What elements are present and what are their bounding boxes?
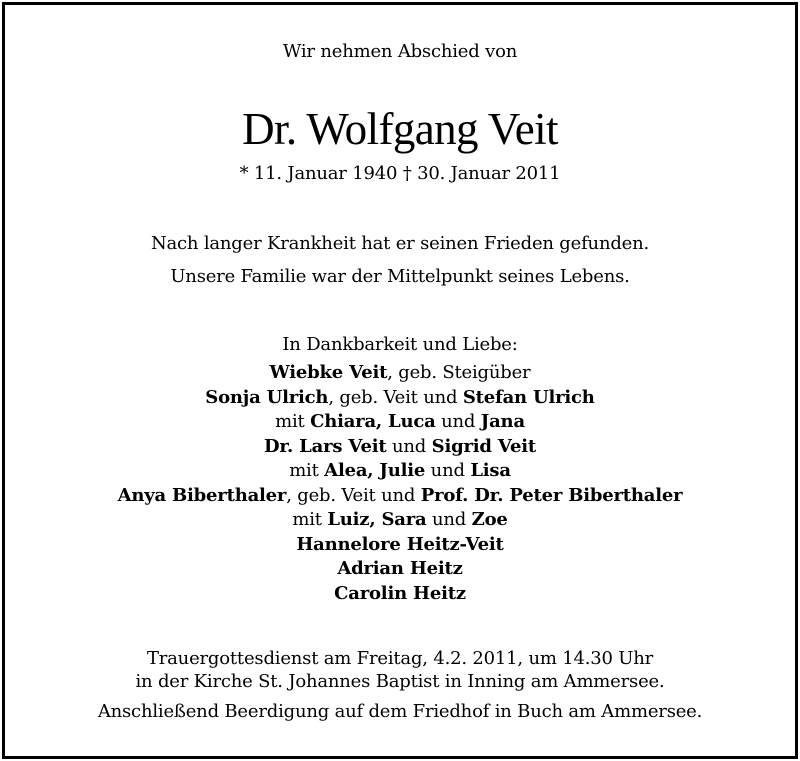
- mourner-line: [5, 386, 795, 411]
- service-line-3: Anschließend Beerdigung auf dem Friedhof in Buch am Ammersee.: [97, 701, 703, 722]
- mourner-name: Alea, Julie: [324, 460, 426, 481]
- mourner-line: [5, 533, 795, 558]
- mourner-name: Dr. Lars Veit: [264, 435, 387, 457]
- mourner-name: Jana: [480, 411, 525, 432]
- mourner-connector: und: [425, 460, 471, 481]
- deceased-name: Dr. Wolfgang Veit: [242, 104, 558, 154]
- mourners-list: [5, 361, 795, 606]
- mourner-connector: mit: [275, 411, 311, 432]
- service-line-1: Trauergottesdienst am Freitag, 4.2. 2011, um 14.30 Uhr: [146, 648, 654, 669]
- mourner-line: [5, 410, 795, 435]
- mourner-connector: mit: [289, 460, 325, 481]
- mourner-connector: und: [386, 435, 432, 457]
- mourner-name: Prof. Dr. Peter Biberthaler: [420, 484, 683, 506]
- mourner-name: Anya Biberthaler: [117, 484, 287, 506]
- mourner-name: Lisa: [470, 460, 511, 481]
- mourner-name: Chiara, Luca: [310, 411, 436, 432]
- mourner-name: Luiz, Sara: [327, 509, 427, 530]
- mourner-name: Zoe: [471, 509, 508, 530]
- mourner-name: Wiebke Veit: [269, 362, 388, 383]
- life-dates: * 11. Januar 1940 † 30. Januar 2011: [239, 163, 561, 184]
- mourner-connector: mit: [292, 509, 328, 530]
- message-line-1: Nach langer Krankheit hat er seinen Frieden gefunden.: [150, 233, 650, 254]
- mourner-line: [5, 459, 795, 484]
- mourner-line: [5, 508, 795, 533]
- mourner-connector: , geb. Veit und: [286, 484, 421, 506]
- mourner-name: Adrian Heitz: [337, 558, 463, 579]
- service-line-2: in der Kirche St. Johannes Baptist in Inning am Ammersee.: [135, 671, 665, 692]
- mourner-line: [5, 557, 795, 582]
- mourner-line: [5, 582, 795, 607]
- mourner-name: Sigrid Veit: [431, 435, 536, 457]
- mourner-connector: , geb. Veit und: [328, 386, 463, 408]
- mourner-name: Hannelore Heitz-Veit: [296, 533, 504, 555]
- mourner-name: Stefan Ulrich: [462, 386, 595, 408]
- mourner-connector: und: [435, 411, 481, 432]
- mourner-name: Sonja Ulrich: [205, 386, 329, 408]
- intro-text: Wir nehmen Abschied von: [282, 41, 518, 62]
- obituary-notice: [2, 2, 798, 759]
- mourner-line: [5, 361, 795, 386]
- mourner-line: [5, 435, 795, 460]
- message-line-2: Unsere Familie war der Mittelpunkt seines Lebens.: [170, 266, 630, 287]
- mourner-connector: und: [426, 509, 472, 530]
- gratitude-heading: In Dankbarkeit und Liebe:: [282, 334, 518, 355]
- mourner-name: Carolin Heitz: [334, 582, 466, 604]
- mourner-connector: , geb. Steigüber: [387, 362, 531, 383]
- mourner-line: [5, 484, 795, 509]
